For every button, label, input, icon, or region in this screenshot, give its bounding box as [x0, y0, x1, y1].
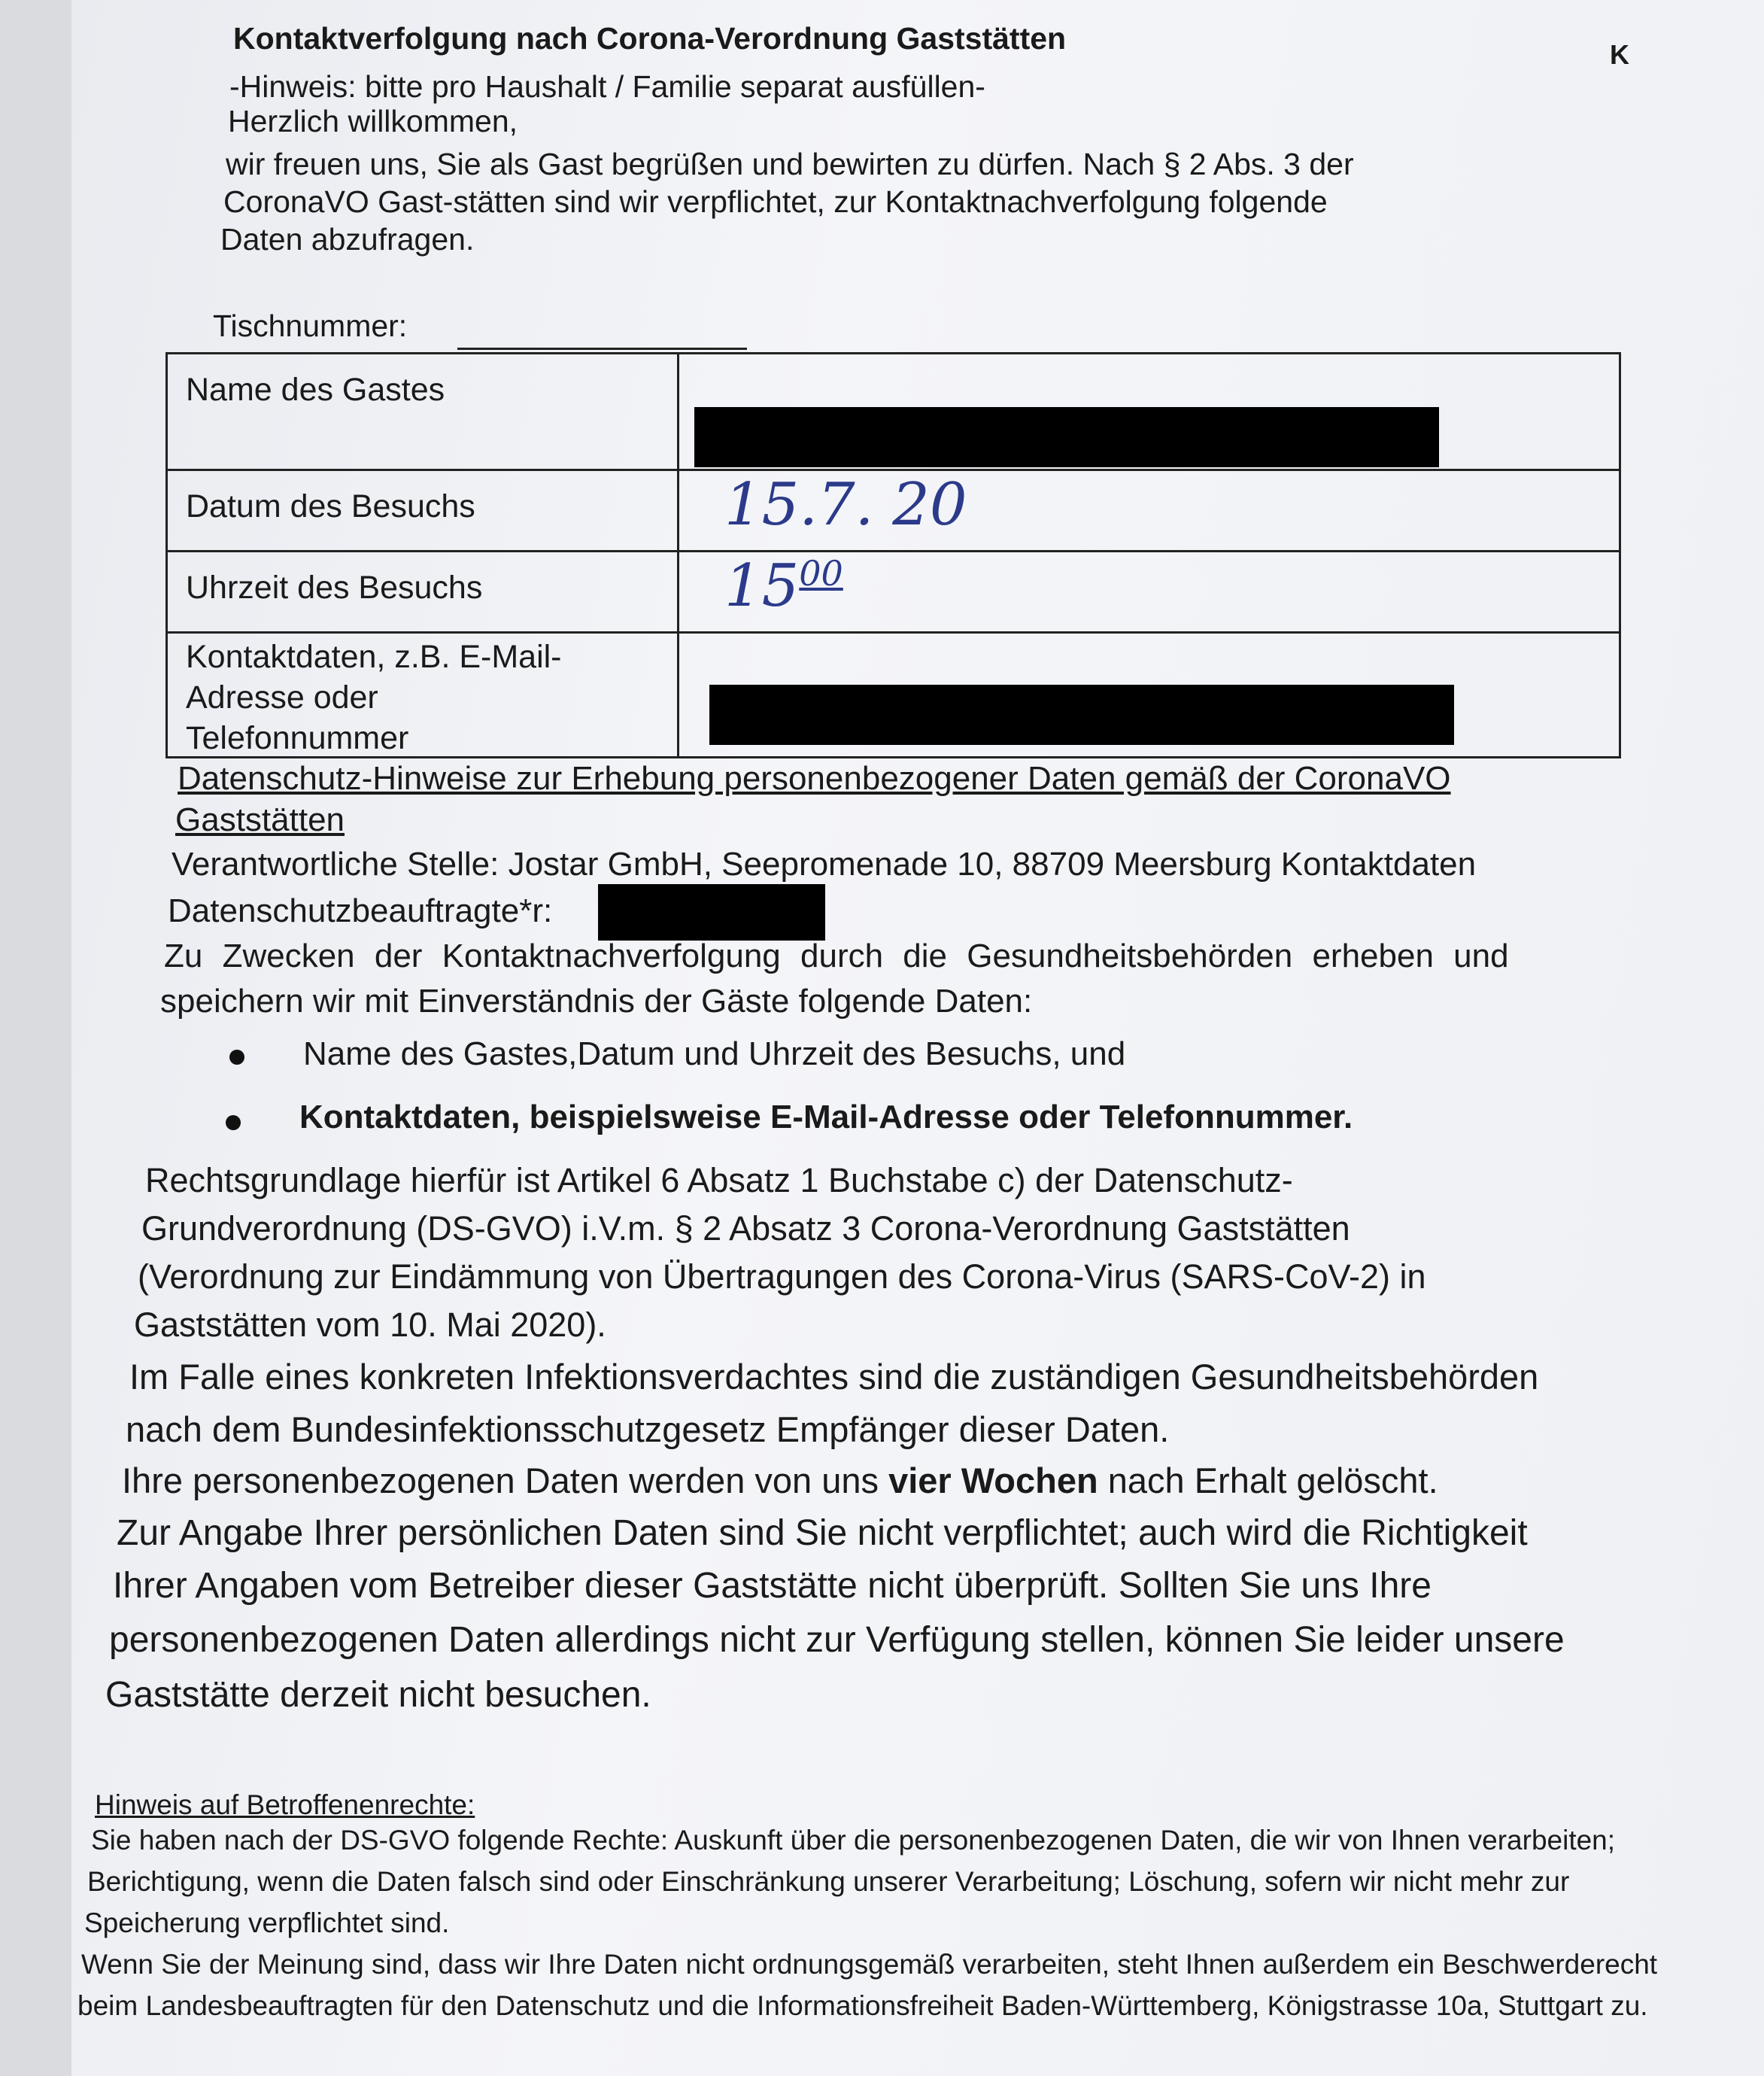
name-field[interactable] [679, 354, 1619, 469]
rights-line: Speicherung verpflichtet sind. [84, 1907, 450, 1938]
intro-line: CoronaVO Gast-stätten sind wir verpflichtet, zur Kontaktnachverfolgung folgende [223, 184, 1328, 219]
legal-line: nach dem Bundesinfektionsschutzgesetz Empfänger dieser Daten. [126, 1409, 1170, 1449]
date-field[interactable] [679, 471, 1619, 550]
rights-line: beim Landesbeauftragten für den Datenschutz und die Informationsfreiheit Baden-Württemberg, Königstrasse 10a, Stuttgart zu. [77, 1990, 1648, 2021]
corner-mark: K [1610, 39, 1629, 70]
rights-heading: Hinweis auf Betroffenenrechte: [95, 1789, 475, 1820]
redaction-bar [694, 407, 1439, 467]
form-label: Datum des Besuchs [168, 471, 679, 550]
voluntary-line: personenbezogenen Daten allerdings nicht zur Verfügung stellen, können Sie leider unsere [109, 1620, 1565, 1660]
form-label: Uhrzeit des Besuchs [168, 552, 679, 631]
time-field[interactable] [679, 552, 1619, 631]
form-row-name [168, 354, 1619, 471]
form-label: Name des Gastes [168, 354, 679, 469]
purpose-text: speichern wir mit Einverständnis der Gäste folgende Daten: [160, 983, 1033, 1020]
redaction-bar [709, 685, 1454, 745]
dpo-label: Datenschutzbeauftragte*r: [168, 892, 553, 929]
table-number-field[interactable] [457, 348, 747, 350]
deletion-notice: Ihre personenbezogenen Daten werden von uns vier Wochen nach Erhalt gelöscht. [122, 1460, 1438, 1500]
legal-line: Rechtsgrundlage hierfür ist Artikel 6 Absatz 1 Buchstabe c) der Datenschutz- [145, 1161, 1293, 1199]
voluntary-line: Gaststätte derzeit nicht besuchen. [105, 1675, 651, 1715]
handwritten-time: $15^{00}$ [724, 552, 843, 620]
legal-line: Gaststätten vom 10. Mai 2020). [134, 1305, 606, 1344]
voluntary-line: Zur Angabe Ihrer persönlichen Daten sind Sie nicht verpflichtet; auch wird die Richtigkeit [117, 1513, 1528, 1553]
greeting-text: Herzlich willkommen, [228, 104, 518, 138]
document-title: Kontaktverfolgung nach Corona-Verordnung Gaststätten [233, 21, 1067, 56]
handwritten-date: 15.7. 20 [724, 471, 967, 539]
privacy-heading-cont: Gaststätten [175, 801, 345, 838]
legal-line: Grundverordnung (DS-GVO) i.V.m. § 2 Absatz 3 Corona-Verordnung Gaststätten [141, 1209, 1350, 1248]
privacy-heading: Datenschutz-Hinweise zur Erhebung personenbezogener Daten gemäß der CoronaVO [178, 760, 1451, 797]
rights-line: Sie haben nach der DS-GVO folgende Rechte: Auskunft über die personenbezogenen Daten, die wir von Ihnen verarbeiten; [91, 1825, 1616, 1856]
intro-line: Daten abzufragen. [220, 222, 475, 257]
contact-form-table [165, 352, 1621, 758]
bullet-icon [226, 1115, 241, 1130]
contact-field[interactable] [679, 634, 1619, 758]
legal-line: Im Falle eines konkreten Infektionsverdachtes sind die zuständigen Gesundheitsbehörden [129, 1357, 1539, 1397]
bullet-icon [229, 1050, 244, 1065]
voluntary-line: Ihrer Angaben vom Betreiber dieser Gaststätte nicht überprüft. Sollten Sie uns Ihre [113, 1566, 1432, 1606]
form-row-contact [168, 634, 1619, 758]
purpose-text: Zu Zwecken der Kontaktnachverfolgung durch die Gesundheitsbehörden erheben und [164, 938, 1509, 974]
responsible-party: Verantwortliche Stelle: Jostar GmbH, Seepromenade 10, 88709 Meersburg Kontaktdaten [172, 846, 1477, 883]
intro-line: wir freuen uns, Sie als Gast begrüßen und bewirten zu dürfen. Nach § 2 Abs. 3 der [226, 147, 1354, 181]
legal-line: (Verordnung zur Eindämmung von Übertragungen des Corona-Virus (SARS-CoV-2) in [138, 1257, 1426, 1296]
table-number-label: Tischnummer: [213, 309, 408, 343]
hint-text: -Hinweis: bitte pro Haushalt / Familie separat ausfüllen- [229, 69, 985, 104]
redaction-bar [598, 884, 825, 941]
rights-line: Berichtigung, wenn die Daten falsch sind oder Einschränkung unserer Verarbeitung; Löschung, sofern wir nicht mehr zur [87, 1866, 1570, 1897]
bullet-item: Kontaktdaten, beispielsweise E-Mail-Adresse oder Telefonnummer. [299, 1099, 1353, 1135]
form-row-date [168, 471, 1619, 552]
form-label: Kontaktdaten, z.B. E-Mail- Adresse oder Telefonnummer [168, 634, 679, 758]
rights-line: Wenn Sie der Meinung sind, dass wir Ihre Daten nicht ordnungsgemäß verarbeiten, steht Ihnen außerdem ein Beschwerderecht [81, 1949, 1658, 1980]
bullet-item: Name des Gastes,Datum und Uhrzeit des Besuchs, und [303, 1035, 1126, 1072]
form-row-time [168, 552, 1619, 634]
